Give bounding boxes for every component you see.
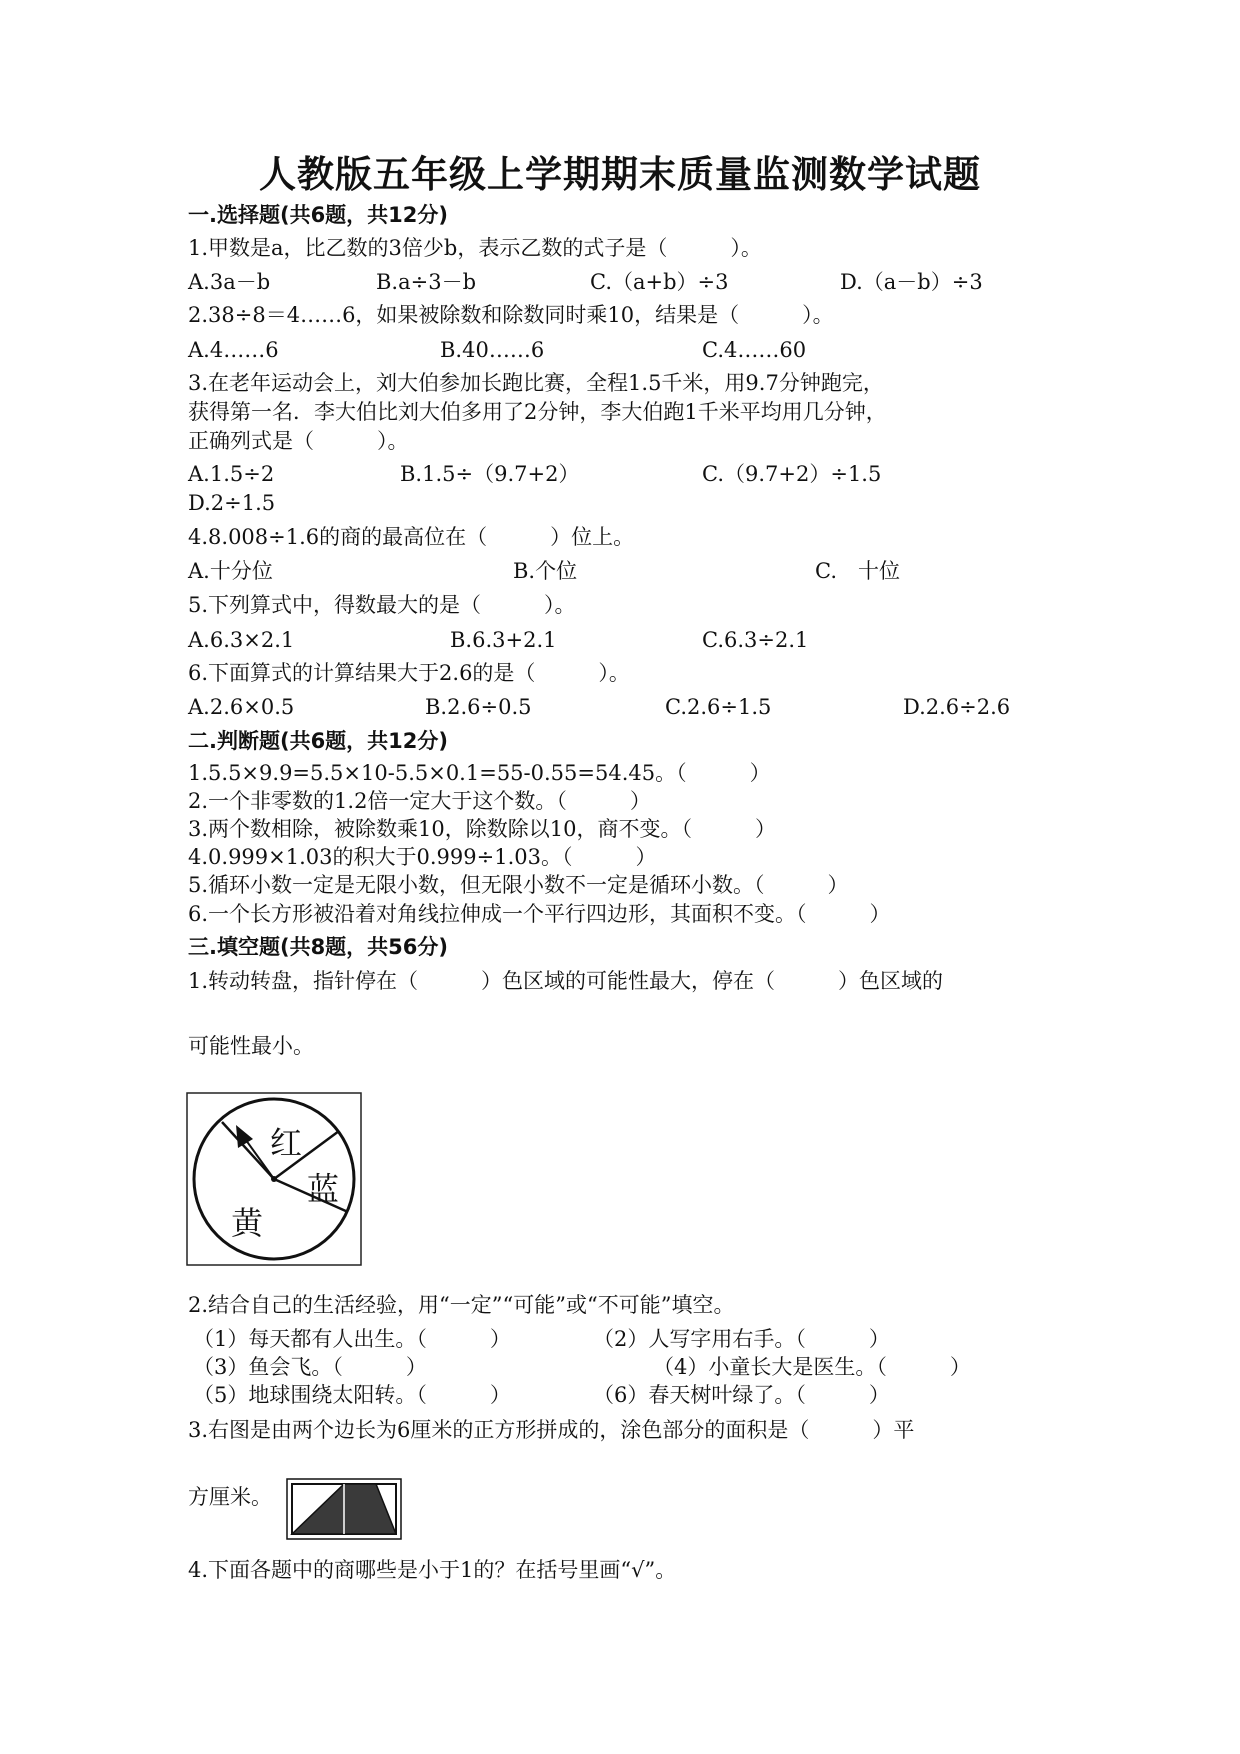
spinner-label-blue: 蓝 (307, 1170, 340, 1208)
option-1-3-a: A.1.5÷2 (188, 462, 275, 486)
spinner-figure (186, 1092, 362, 1270)
option-1-6-b: B.2.6÷0.5 (425, 695, 532, 719)
option-1-1-b: B.a÷3－b (376, 270, 477, 294)
option-1-4-c: C. 十位 (815, 559, 900, 583)
option-1-5-c: C.6.3÷2.1 (702, 628, 809, 652)
option-1-2-b: B.40……6 (440, 338, 545, 362)
option-1-6-d: D.2.6÷2.6 (903, 695, 1011, 719)
question-1-2: 2.38÷8＝4……6，如果被除数和除数同时乘10，结果是（ ）。 (188, 303, 834, 327)
judgment-item-6: 6.一个长方形被沿着对角线拉伸成一个平行四边形，其面积不变。（ ） (188, 902, 891, 926)
option-1-6-c: C.2.6÷1.5 (665, 695, 772, 719)
spinner-label-red: 红 (270, 1124, 303, 1162)
fill-question-3-line1: 3.右图是由两个边长为6厘米的正方形拼成的，涂色部分的面积是（ ）平 (188, 1418, 915, 1442)
fill-q2-item-3: （3）鱼会飞。（ ） (193, 1355, 427, 1379)
option-1-1-d: D.（a－b）÷3 (840, 270, 983, 294)
question-1-3-line3: 正确列式是（ ）。 (188, 429, 409, 453)
question-1-1: 1.甲数是a，比乙数的3倍少b，表示乙数的式子是（ ）。 (188, 236, 762, 260)
judgment-item-3: 3.两个数相除，被除数乘10，除数除以10，商不变。（ ） (188, 817, 776, 841)
fill-q2-item-1: （1）每天都有人出生。（ ） (193, 1327, 511, 1351)
question-1-6: 6.下面算式的计算结果大于2.6的是（ ）。 (188, 661, 630, 685)
option-1-3-d: D.2÷1.5 (188, 491, 276, 515)
option-1-6-a: A.2.6×0.5 (188, 695, 295, 719)
squares-svg (286, 1478, 402, 1540)
spinner-pivot (271, 1176, 277, 1182)
fill-q2-item-5: （5）地球围绕太阳转。（ ） (193, 1383, 511, 1407)
spinner-label-yellow: 黄 (231, 1204, 264, 1242)
judgment-item-5: 5.循环小数一定是无限小数，但无限小数不一定是循环小数。（ ） (188, 873, 849, 897)
fill-question-1-line2: 可能性最小。 (188, 1034, 314, 1058)
section-heading-fill: 三.填空题(共8题，共56分) (188, 935, 449, 959)
option-1-2-c: C.4……60 (702, 338, 807, 362)
option-1-1-a: A.3a－b (188, 270, 271, 294)
question-1-5: 5.下列算式中，得数最大的是（ ）。 (188, 593, 576, 617)
question-1-3-line1: 3.在老年运动会上，刘大伯参加长跑比赛，全程1.5千米，用9.7分钟跑完， (188, 371, 884, 395)
option-1-3-b: B.1.5÷（9.7+2） (400, 462, 580, 486)
option-1-5-a: A.6.3×2.1 (188, 628, 295, 652)
fill-question-3-line2: 方厘米。 (188, 1485, 272, 1509)
fill-question-1-line1: 1.转动转盘，指针停在（ ）色区域的可能性最大，停在（ ）色区域的 (188, 969, 944, 993)
fill-q2-item-6: （6）春天树叶绿了。（ ） (593, 1383, 890, 1407)
question-1-3-line2: 获得第一名．李大伯比刘大伯多用了2分钟，李大伯跑1千米平均用几分钟， (188, 400, 887, 424)
judgment-item-4: 4.0.999×1.03的积大于0.999÷1.03。（ ） (188, 845, 657, 869)
spinner-svg (186, 1092, 362, 1266)
fill-q2-item-4: （4）小童长大是医生。（ ） (653, 1355, 971, 1379)
option-1-1-c: C.（a+b）÷3 (590, 270, 729, 294)
judgment-item-2: 2.一个非零数的1.2倍一定大于这个数。（ ） (188, 789, 651, 813)
section-heading-choice: 一.选择题(共6题，共12分) (188, 203, 449, 227)
option-1-4-b: B.个位 (513, 559, 578, 583)
page-title: 人教版五年级上学期期末质量监测数学试题 (259, 153, 981, 196)
question-1-4: 4.8.008÷1.6的商的最高位在（ ）位上。 (188, 525, 635, 549)
fill-question-4: 4.下面各题中的商哪些是小于1的？在括号里画“√”。 (188, 1558, 677, 1582)
fill-q2-item-2: （2）人写字用右手。（ ） (593, 1327, 890, 1351)
option-1-2-a: A.4……6 (188, 338, 279, 362)
fill-question-2: 2.结合自己的生活经验，用“一定”“可能”或“不可能”填空。 (188, 1293, 735, 1317)
option-1-4-a: A.十分位 (188, 559, 273, 583)
section-heading-judgment: 二.判断题(共6题，共12分) (188, 729, 449, 753)
judgment-item-1: 1.5.5×9.9=5.5×10-5.5×0.1=55-0.55=54.45。（ ） (188, 761, 771, 785)
option-1-3-c: C.（9.7+2）÷1.5 (702, 462, 882, 486)
option-1-5-b: B.6.3+2.1 (450, 628, 557, 652)
squares-figure (286, 1478, 402, 1544)
